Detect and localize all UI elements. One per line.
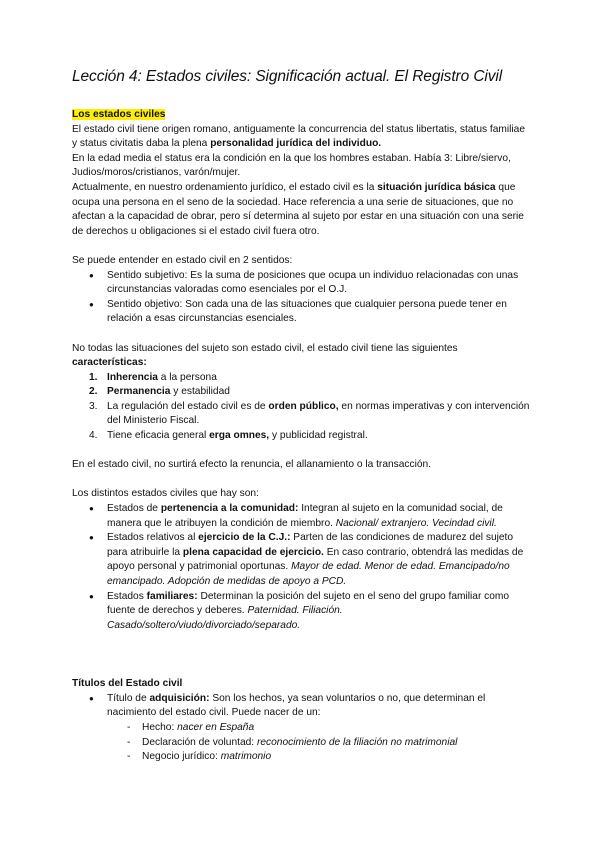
list-item: - Negocio jurídico: matrimonio bbox=[72, 750, 532, 765]
list-item: 2. Permanencia y estabilidad bbox=[89, 386, 230, 398]
list-sentidos bbox=[72, 269, 532, 327]
section-heading-titulos: Títulos del Estado civil bbox=[72, 678, 183, 690]
list-estados bbox=[72, 502, 532, 633]
list-item: 1. Inherencia a la persona bbox=[89, 371, 217, 383]
list-item: ● Estados relativos al ejercicio de la C.J.: Parten de las condiciones de madurez del sujeto para atribuirle la plena capacidad de ejercicio. En caso contrario, obtendrá las medidas de apoyo personal y patrimonial oportunas. Mayor de edad. Menor de edad. Emancipado/no emancipado. Adopción de medidas de apoyo a PCD. bbox=[72, 531, 532, 589]
paragraph-caracteristicas: No todas las situaciones del sujeto son estado civil, el estado civil tiene las siguientes características: bbox=[72, 342, 458, 369]
list-hechos bbox=[72, 721, 532, 765]
title-main: Lección 4: Estados civiles: bbox=[72, 68, 252, 85]
title-rest: Significación actual. El Registro Civil bbox=[255, 68, 503, 85]
paragraph-edad-media: En la edad media el status era la condición en la que los hombres estaban. Había 3: Libre/siervo, Judios/moros/cristianos, varón/mujer. bbox=[72, 152, 511, 179]
list-caracteristicas bbox=[72, 371, 532, 444]
paragraph-renuncia: En el estado civil, no surtirá efecto la renuncia, el allanamiento o la transacción. bbox=[72, 459, 432, 471]
list-item: 4. Tiene eficacia general erga omnes, y publicidad registral. bbox=[89, 430, 368, 442]
list-item: ● Título de adquisición: Son los hechos, ya sean voluntarios o no, que determinan el nacimiento del estado civil. Puede nacer de un: bbox=[72, 692, 532, 721]
list-item: 3. La regulación del estado civil es de orden público, en normas imperativas y con intervención del Ministerio Fiscal. bbox=[89, 400, 530, 427]
paragraph-sentidos: Se puede entender en estado civil en 2 sentidos: bbox=[72, 254, 293, 266]
list-item: ● Sentido objetivo: Son cada una de las situaciones que cualquier persona puede tener en relación a esas circunstancias esenciales. bbox=[72, 298, 532, 327]
list-item: ● Estados familiares: Determinan la posición del sujeto en el seno del grupo familiar como fuente de derechos y deberes. Paternidad. Filiación. Casado/soltero/viudo/divorciado/separado. bbox=[72, 590, 532, 634]
list-titulos bbox=[72, 692, 532, 721]
page-title bbox=[72, 70, 502, 85]
paragraph-actualmente: Actualmente, en nuestro ordenamiento jurídico, el estado civil es la situación jurídica básica que ocupa una persona en el seno de la sociedad. Hace referencia a una serie de situaciones, que no afectan a la capacidad de obrar, pero sí determina al sujeto por estar en una situación con una serie de derechos u obligaciones si el estado civil fuera otro. bbox=[72, 181, 524, 237]
document-body bbox=[72, 108, 532, 765]
paragraph-origen: El estado civil tiene origen romano, antiguamente la concurrencia del status libertatis, status familiae y status civitatis daba la plena personalidad jurídica del individuo. bbox=[72, 123, 526, 150]
list-item: ● Sentido subjetivo: Es la suma de posiciones que ocupa un individuo relacionadas con unas circunstancias valoradas como esenciales por el O.J. bbox=[72, 269, 532, 298]
paragraph-estados-intro: Los distintos estados civiles que hay son: bbox=[72, 488, 259, 500]
section-heading-estados bbox=[72, 108, 532, 123]
list-item: - Hecho: nacer en España bbox=[72, 721, 532, 736]
list-item: - Declaración de voluntad: reconocimiento de la filiación no matrimonial bbox=[72, 736, 532, 751]
list-item: ● Estados de pertenencia a la comunidad: Integran al sujeto en la comunidad social, de manera que le atribuyen la condición de miembro. Nacional/ extranjero. Vecindad civil. bbox=[72, 502, 532, 531]
highlighted-heading: Los estados civiles bbox=[72, 109, 166, 120]
